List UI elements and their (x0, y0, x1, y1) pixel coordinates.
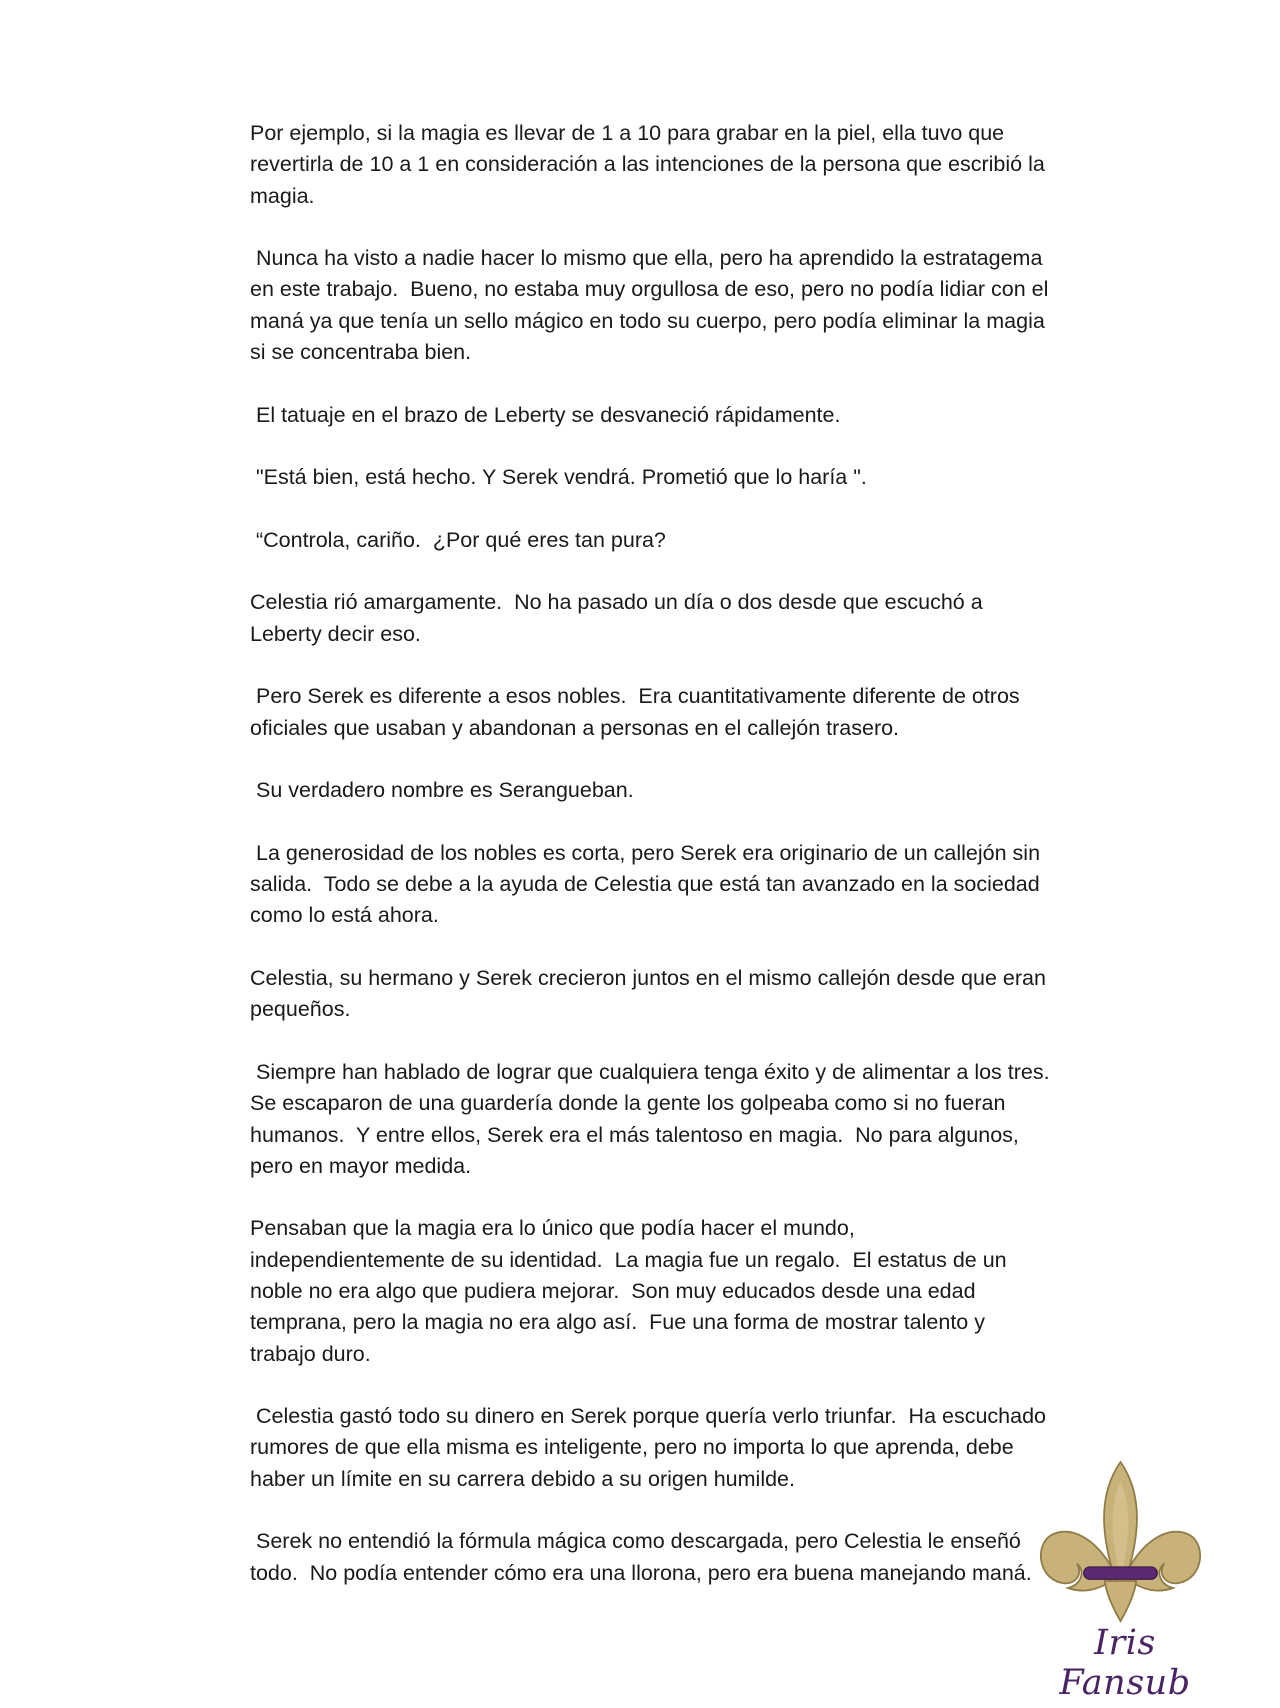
paragraph: Celestia, su hermano y Serek crecieron juntos en el mismo callejón desde que eran pequeños. (250, 966, 1052, 1022)
watermark-logo (1025, 1455, 1225, 1703)
paragraph: Celestia rió amargamente. No ha pasado un día o dos desde que escuchó a Leberty decir eso. (250, 590, 989, 646)
paragraph: Celestia gastó todo su dinero en Serek porque quería verlo triunfar. Ha escuchado rumores de que ella misma es inteligente, pero no importa lo que aprenda, debe haber un límite en su carrera debido a su origen humilde. (250, 1404, 1052, 1491)
paragraph: Nunca ha visto a nadie hacer lo mismo que ella, pero ha aprendido la estratagema en este trabajo. Bueno, no estaba muy orgullosa de eso, pero no podía lidiar con el maná ya que tenía un sello mágico en todo su cuerpo, pero podía eliminar la magia si se concentraba bien. (250, 246, 1055, 365)
paragraph: "Está bien, está hecho. Y Serek vendrá. Prometió que lo haría ". (250, 465, 867, 490)
paragraph: Pensaban que la magia era lo único que podía hacer el mundo, independientemente de su identidad. La magia fue un regalo. El estatus de un noble no era algo que pudiera mejorar. Son muy educados desde una edad temprana, pero la magia no era algo así. Fue una forma de mostrar talento y trabajo duro. (250, 1216, 1013, 1366)
paragraph: La generosidad de los nobles es corta, pero Serek era originario de un callejón sin salida. Todo se debe a la ayuda de Celestia que está tan avanzado en la sociedad como lo está ahora. (250, 840, 1047, 928)
paragraph: Su verdadero nombre es Serangueban. (250, 778, 634, 803)
paragraph: El tatuaje en el brazo de Leberty se desvaneció rápidamente. (250, 402, 841, 427)
document-body (250, 118, 1062, 1620)
paragraph: Por ejemplo, si la magia es llevar de 1 a 10 para grabar en la piel, ella tuvo que revertirla de 10 a 1 en consideración a las intenciones de la persona que escribió la magia. (250, 121, 1051, 208)
paragraph: Serek no entendió la fórmula mágica como descargada, pero Celestia le enseñó todo. No podía entender cómo era una llorona, pero era buena manejando maná. (250, 1529, 1032, 1585)
paragraph: “Controla, cariño. ¿Por qué eres tan pura? (250, 527, 666, 552)
fleur-de-lis-icon (1033, 1455, 1208, 1630)
watermark-text: Iris Fansub (1059, 1623, 1191, 1703)
paragraph: Siempre han hablado de lograr que cualquiera tenga éxito y de alimentar a los tres. Se escaparon de una guardería donde la gente los golpeaba como si no fueran humanos. Y entre ellos, Serek era el más talentoso en magia. No para algunos, pero en mayor medida. (250, 1059, 1062, 1178)
paragraph: Pero Serek es diferente a esos nobles. Era cuantitativamente diferente de otros oficiales que usaban y abandonan a personas en el callejón trasero. (250, 684, 1026, 740)
